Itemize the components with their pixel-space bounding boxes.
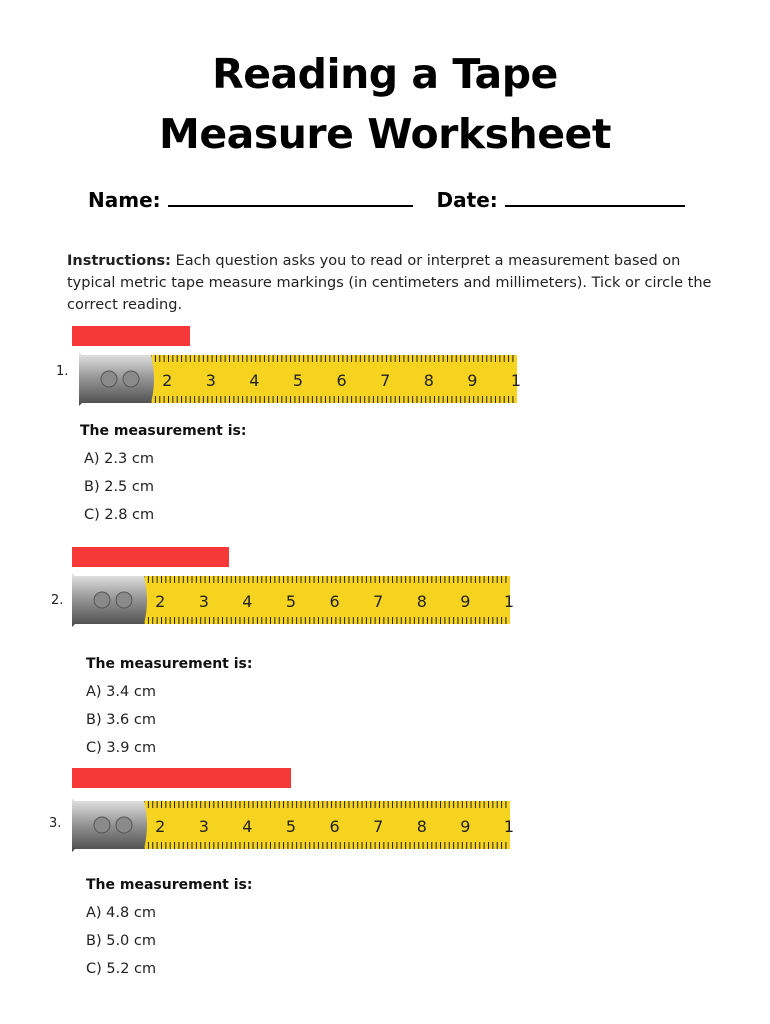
tape-number-label: 2 xyxy=(162,371,173,390)
tape-number-label: 2 xyxy=(155,592,166,611)
instructions-label: Instructions: xyxy=(67,253,171,269)
option-1b[interactable]: B) 2.5 cm xyxy=(84,479,154,495)
question-number-2: 2. xyxy=(51,593,64,608)
tape-number-label: 8 xyxy=(416,592,427,611)
tape-number-label: 3 xyxy=(198,592,209,611)
red-measure-bar-3 xyxy=(72,768,291,788)
option-3a[interactable]: A) 4.8 cm xyxy=(86,905,156,921)
question-number-3: 3. xyxy=(49,816,62,831)
tape-number-label: 6 xyxy=(329,817,340,836)
option-3b[interactable]: B) 5.0 cm xyxy=(86,933,156,949)
option-3c[interactable]: C) 5.2 cm xyxy=(86,961,157,977)
red-measure-bar-2 xyxy=(72,547,229,567)
tape-number-label: 4 xyxy=(249,371,260,390)
page-title-line-1: Reading a Tape xyxy=(212,50,558,98)
name-field[interactable] xyxy=(168,187,413,207)
option-1a[interactable]: A) 2.3 cm xyxy=(84,451,154,467)
hook-rivet xyxy=(116,592,132,608)
tape-number-label: 8 xyxy=(423,371,434,390)
tape-number-label: 7 xyxy=(373,592,384,611)
instructions-text: Each question asks you to read or interpret a measurement based on typical metric tape measure markings (in centimeters and millimeters). Tick or circle the correct reading. xyxy=(67,253,712,313)
tape-number-label: 1 xyxy=(510,371,522,390)
hook-rivet xyxy=(94,817,110,833)
tape-number-label: 6 xyxy=(336,371,347,390)
name-date-row xyxy=(88,187,688,212)
tape-number-label: 3 xyxy=(198,817,209,836)
tape-measure-2 xyxy=(72,573,515,627)
hook-rivet xyxy=(116,817,132,833)
red-measure-bar-1 xyxy=(72,326,190,346)
measurement-label-1: The measurement is: xyxy=(80,423,247,439)
hook-rivet xyxy=(101,371,117,387)
date-field[interactable] xyxy=(505,187,685,207)
tape-measure-3 xyxy=(72,798,515,852)
tape-number-label: 2 xyxy=(155,817,166,836)
name-label: Name: xyxy=(88,188,161,212)
tape-measure-1 xyxy=(79,352,522,406)
instructions xyxy=(67,250,715,316)
date-label: Date: xyxy=(436,188,498,212)
tape-number-label: 7 xyxy=(380,371,391,390)
tape-number-label: 9 xyxy=(460,592,471,611)
tape-number-label: 3 xyxy=(205,371,216,390)
hook-rivet xyxy=(94,592,110,608)
page-title-line-2: Measure Worksheet xyxy=(159,110,611,158)
tape-number-label: 8 xyxy=(416,817,427,836)
measurement-label-3: The measurement is: xyxy=(86,877,253,893)
tape-number-label: 9 xyxy=(460,817,471,836)
measurement-label-2: The measurement is: xyxy=(86,656,253,672)
option-2c[interactable]: C) 3.9 cm xyxy=(86,740,157,756)
tape-number-label: 4 xyxy=(242,817,253,836)
option-2a[interactable]: A) 3.4 cm xyxy=(86,684,156,700)
option-1c[interactable]: C) 2.8 cm xyxy=(84,507,155,523)
tape-number-label: 5 xyxy=(292,371,304,390)
tape-number-label: 5 xyxy=(285,817,297,836)
tape-number-label: 5 xyxy=(285,592,297,611)
tape-number-label: 1 xyxy=(503,592,515,611)
option-2b[interactable]: B) 3.6 cm xyxy=(86,712,156,728)
question-number-1: 1. xyxy=(56,364,69,379)
hook-rivet xyxy=(123,371,139,387)
tape-number-label: 1 xyxy=(503,817,515,836)
tape-number-label: 4 xyxy=(242,592,253,611)
tape-number-label: 9 xyxy=(467,371,478,390)
tape-number-label: 6 xyxy=(329,592,340,611)
tape-number-label: 7 xyxy=(373,817,384,836)
